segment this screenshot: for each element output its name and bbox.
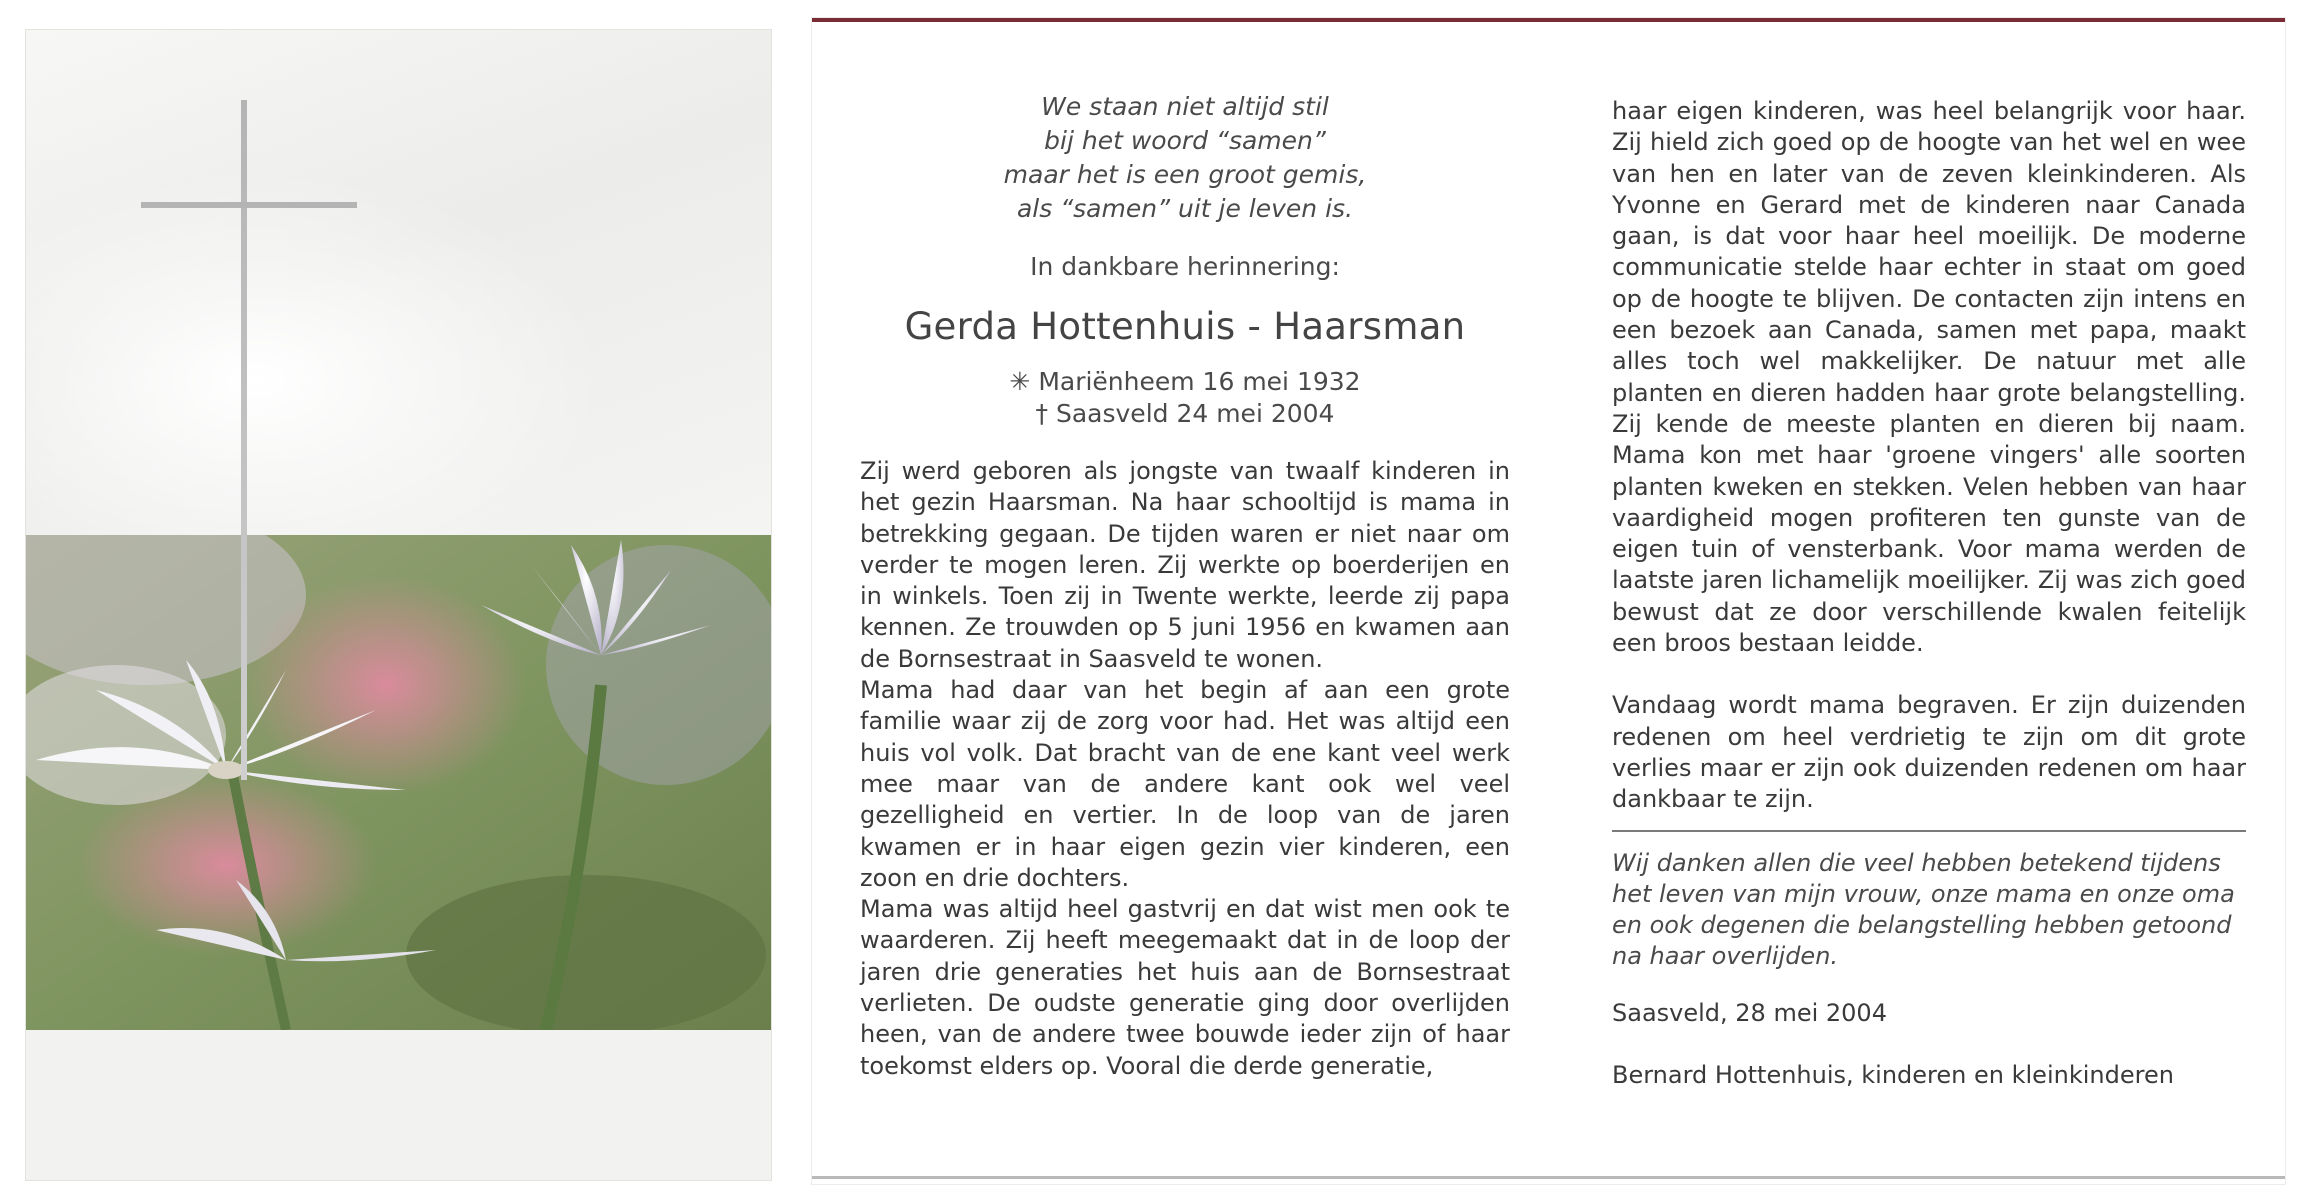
family-signature: Bernard Hottenhuis, kinderen en kleinkinderen: [1612, 1060, 2174, 1089]
left-text-column: [860, 90, 1510, 1082]
thanks-note: Wij danken allen die veel hebben betekend tijdens het leven van mijn vrouw, onze mama en onze oma en ook degenen die belangstelling hebben getoond na haar overlijden.: [1612, 848, 2235, 971]
poem-line: maar het is een groot gemis,: [1003, 160, 1367, 189]
poem: [860, 90, 1510, 226]
biography-paragraph: Zij werd geboren als jongste van twaalf kinderen in het gezin Haarsman. Na haar schooltijd is mama in betrekking gegaan. De tijden waren er niet naar om verder te mogen leren. Zij werkte op boerderijen en in winkels. Toen zij in Twente werkte, leerde zij papa kennen. Ze trouwden op 5 juni 1956 en kwamen aan de Bornsestraat in Saasveld te wonen.: [860, 457, 1510, 673]
birth-line: ✳ Mariënheem 16 mei 1932: [1009, 367, 1361, 396]
divider: [1612, 830, 2246, 832]
biography-paragraph: haar eigen kinderen, was heel belangrijk voor haar. Zij hield zich goed op de hoogte van het wel en wee van hen en later van de zeven kleinkinderen. Als Yvonne en Gerard met de kinderen naar Canada gaan, is dat voor haar heel moeilijk. De moderne communicatie stelde haar echter in staat om goed op de hoogte te blijven. De contacten zijn intens en een bezoek aan Canada, samen met papa, maakt alles toch wel makkelijker. De natuur met alle planten en dieren hadden haar grote belangstelling. Zij kende de meeste planten en dieren bij naam. Mama kon met haar 'groene vingers' alle soorten planten kweken en stekken. Velen hebben van haar vaardigheid mogen profiteren ten gunste van de eigen tuin of vensterbank. Voor mama werden de laatste jaren lichamelijk moeilijker. Zij was zich goed bewust dat ze door verschillende kwalen feitelijk een broos bestaan leidde.: [1612, 97, 2246, 658]
poem-line: We staan niet altijd stil: [1041, 92, 1329, 121]
memorial-card-cover: [26, 30, 771, 1180]
dedication-heading: In dankbare herinnering:: [1030, 252, 1340, 281]
life-dates: [860, 366, 1510, 430]
deceased-name: Gerda Hottenhuis - Haarsman: [904, 305, 1466, 348]
poem-line: bij het woord “samen”: [1044, 126, 1326, 155]
cover-bottom-band: [26, 1030, 771, 1180]
place-date: Saasveld, 28 mei 2004: [1612, 998, 1887, 1027]
funeral-paragraph: Vandaag wordt mama begraven. Er zijn duizenden redenen om heel verdrietig te zijn om dit grote verlies maar er zijn ook duizenden redenen om haar dankbaar te zijn.: [1612, 691, 2246, 814]
cross-icon-horizontal: [141, 202, 357, 208]
biography-paragraph: Mama was altijd heel gastvrij en dat wist men ook te waarderen. Zij heeft meegemaakt dat in de loop der jaren drie generaties het huis aan de Bornsestraat verlieten. De oudste generatie ging door overlijden heen, van de andere twee bouwde ieder zijn of haar toekomst elders op. Vooral die derde generatie,: [860, 895, 1510, 1080]
card-bottom-edge: [812, 1176, 2285, 1179]
biography-left: [860, 456, 1510, 1082]
flower-photo: [26, 535, 771, 1030]
death-line: † Saasveld 24 mei 2004: [1035, 399, 1335, 428]
biography-paragraph: Mama had daar van het begin af aan een grote familie waar zij de zorg voor had. Het was altijd een huis vol volk. Dat bracht van de ene kant veel werk mee maar van de andere kant ook wel veel gezelligheid en vertier. In de loop van de jaren kwamen er in haar eigen gezin vier kinderen, een zoon en drie dochters.: [860, 676, 1510, 892]
right-text-column: [1612, 96, 2246, 1089]
poem-line: als “samen” uit je leven is.: [1016, 194, 1354, 223]
